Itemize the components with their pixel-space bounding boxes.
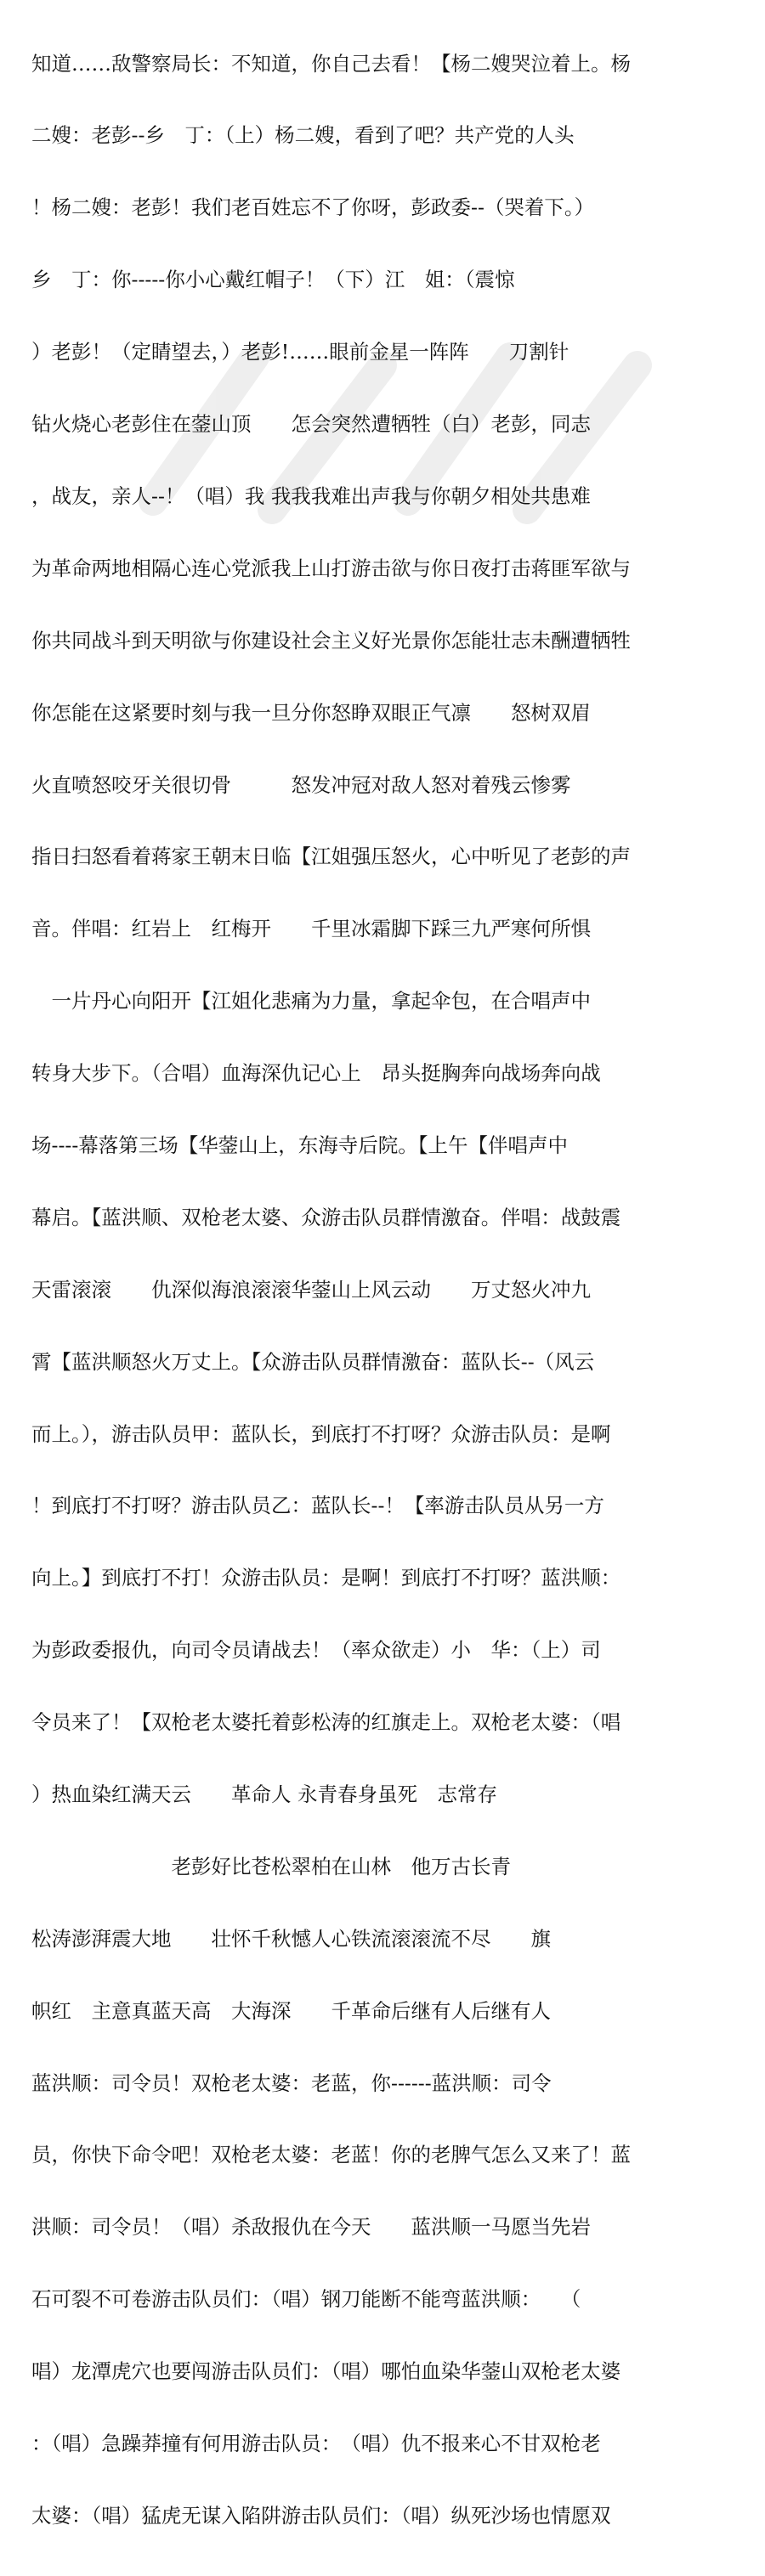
text-line: 帜红 主意真蓝天高 大海深 千革命后继有人后继有人	[31, 1998, 551, 2023]
text-line: ，战友，亲人--！（唱）我 我我我难出声我与你朝夕相处共患难	[31, 483, 591, 508]
text-line: 太婆：（唱）猛虎无谋入陷阱游击队员们：（唱）纵死沙场也情愿双	[31, 2503, 611, 2528]
text-line: 石可裂不可卷游击队员们：（唱）钢刀能断不能弯蓝洪顺： （	[31, 2287, 581, 2312]
text-line: 令员来了！【双枪老太婆托着彭松涛的红旗走上。双枪老太婆：（唱	[31, 1710, 621, 1735]
text-line: 一片丹心向阳开【江姐化悲痛为力量，拿起伞包，在合唱声中	[31, 989, 591, 1014]
text-line: 而上。），游击队员甲：蓝队长，到底打不打呀？众游击队员：是啊	[31, 1421, 611, 1446]
text-line: 为彭政委报仇，向司令员请战去！（率众欲走）小 华：（上）司	[31, 1638, 601, 1663]
text-line: 音。伴唱：红岩上 红梅开 千里冰霜脚下踩三九严寒何所惧	[31, 917, 591, 941]
text-line: 天雷滚滚 仇深似海浪滚滚华蓥山上风云动 万丈怒火冲九	[31, 1277, 591, 1302]
text-line: ！杨二嫂：老彭！我们老百姓忘不了你呀，彭政委--（哭着下。）	[31, 195, 595, 220]
text-line: 蓝洪顺：司令员！双枪老太婆：老蓝，你------蓝洪顺：司令	[31, 2070, 552, 2095]
text-line: 指日扫怒看着蒋家王朝末日临【江姐强压怒火，心中听见了老彭的声	[31, 845, 631, 869]
text-line: 场----幕落第三场【华蓥山上，东海寺后院。【上午【伴唱声中	[31, 1133, 569, 1157]
text-line: 为革命两地相隔心连心党派我上山打游击欲与你日夜打击蒋匪军欲与	[31, 556, 631, 580]
text-line: 洪顺：司令员！（唱）杀敌报仇在今天 蓝洪顺一马愿当先岩	[31, 2215, 591, 2240]
text-line: 乡 丁：你-----你小心戴红帽子！（下）江 姐：（震惊	[31, 268, 515, 292]
text-line: 你共同战斗到天明欲与你建设社会主义好光景你怎能壮志未酬遭牺牲	[31, 628, 631, 652]
text-line: 转身大步下。（合唱）血海深仇记心上 昂头挺胸奔向战场奔向战	[31, 1061, 601, 1086]
text-line: ）热血染红满天云 革命人 永青春身虽死 志常存	[31, 1782, 497, 1806]
text-line: ！到底打不打呀？游击队员乙：蓝队长--！【率游击队员从另一方	[31, 1494, 604, 1518]
text-line: 松涛澎湃震大地 壮怀千秋憾人心铁流滚滚流不尽 旗	[31, 1926, 551, 1951]
text-line: 钻火烧心老彭住在蓥山顶 怎会突然遭牺牲（白）老彭，同志	[31, 412, 591, 437]
text-line: 霄【蓝洪顺怒火万丈上。【众游击队员群情激奋：蓝队长--（风云	[31, 1349, 595, 1374]
text-line: 火直喷怒咬牙关很切骨 怒发冲冠对敌人怒对着残云惨雾	[31, 772, 571, 797]
document-text-block	[31, 3, 762, 2576]
text-line: 二嫂：老彭--乡 丁：（上）杨二嫂，看到了吧？共产党的人头	[31, 123, 575, 148]
text-line: ：（唱）急躁莽撞有何用游击队员： （唱）仇不报来心不甘双枪老	[31, 2431, 601, 2455]
text-line: 你怎能在这紧要时刻与我一旦分你怒睁双眼正气凛 怒树双眉	[31, 700, 591, 725]
text-line: 老彭好比苍松翠柏在山林 他万古长青	[31, 1854, 511, 1878]
text-line: 向上。】到底打不打！众游击队员：是啊！到底打不打呀？蓝洪顺：	[31, 1566, 621, 1590]
text-line: 知道……敌警察局长：不知道，你自己去看！【杨二嫂哭泣着上。杨	[31, 51, 631, 76]
text-line: 唱）龙潭虎穴也要闯游击队员们：（唱）哪怕血染华蓥山双枪老太婆	[31, 2359, 621, 2384]
text-line: 幕启。【蓝洪顺、双枪老太婆、众游击队员群情激奋。伴唱：战鼓震	[31, 1205, 621, 1229]
text-line: ）老彭！（定睛望去，）老彭!……眼前金星一阵阵 刀割针	[31, 340, 570, 364]
text-line: 员，你快下命令吧！双枪老太婆：老蓝！你的老脾气怎么又来了！蓝	[31, 2143, 631, 2167]
